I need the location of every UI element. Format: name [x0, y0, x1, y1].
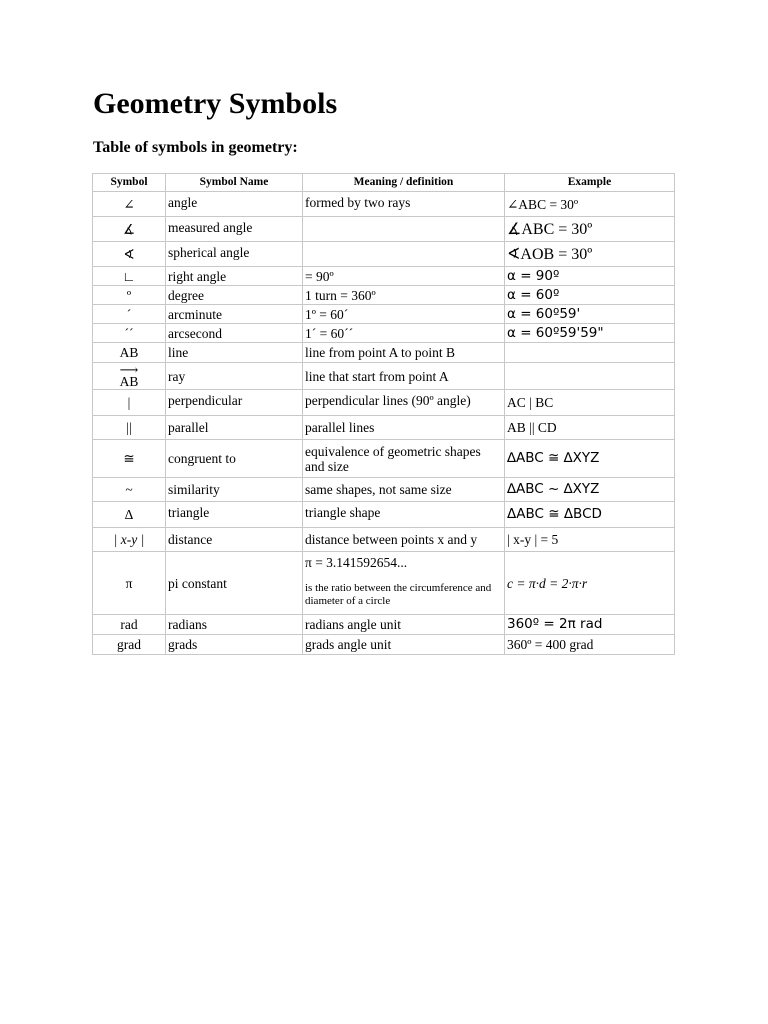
meaning-cell: 1 turn = 360º [303, 286, 505, 305]
meaning-cell [303, 242, 505, 267]
name-cell: pi constant [166, 552, 303, 615]
meaning-cell: triangle shape [303, 502, 505, 528]
meaning-cell: grads angle unit [303, 635, 505, 655]
symbol-cell: | [93, 390, 166, 416]
table-row [93, 635, 675, 655]
meaning-cell: equivalence of geometric shapes and size [303, 440, 505, 478]
table-row [93, 528, 675, 552]
table-header-row [93, 174, 675, 192]
table-row [93, 363, 675, 390]
table-row [93, 615, 675, 635]
header-symbol-name: Symbol Name [166, 174, 303, 192]
table-row [93, 502, 675, 528]
table-row [93, 242, 675, 267]
page-title: Geometry Symbols [93, 87, 338, 120]
symbol-cell: ´´ [93, 324, 166, 343]
pi-note: is the ratio between the circumference and diameter of a circle [305, 582, 492, 607]
symbol-cell: ∠ [93, 192, 166, 217]
meaning-cell: = 90º [303, 267, 505, 286]
meaning-cell: formed by two rays [303, 192, 505, 217]
symbol-cell: grad [93, 635, 166, 655]
meaning-cell: same shapes, not same size [303, 478, 505, 502]
name-cell: perpendicular [166, 390, 303, 416]
table-row [93, 267, 675, 286]
symbol-cell: ≅ [93, 440, 166, 478]
symbol-cell: Δ [93, 502, 166, 528]
meaning-cell [303, 217, 505, 242]
table-row [93, 343, 675, 363]
name-cell: radians [166, 615, 303, 635]
example-cell: 360º = 400 grad [505, 635, 675, 655]
example-cell: ∡ABC = 30º [505, 217, 675, 242]
symbol-cell [93, 363, 166, 390]
symbol-cell: π [93, 552, 166, 615]
table-row [93, 192, 675, 217]
meaning-cell: perpendicular lines (90º angle) [303, 390, 505, 416]
name-cell: triangle [166, 502, 303, 528]
example-cell: ∠ABC = 30º [505, 192, 675, 217]
table-row [93, 416, 675, 440]
meaning-cell: distance between points x and y [303, 528, 505, 552]
table-row [93, 305, 675, 324]
meaning-cell: parallel lines [303, 416, 505, 440]
example-cell: AC | BC [505, 390, 675, 416]
name-cell: spherical angle [166, 242, 303, 267]
example-cell: α = 60º [505, 286, 675, 305]
name-cell: parallel [166, 416, 303, 440]
meaning-cell: line that start from point A [303, 363, 505, 390]
table-row [93, 217, 675, 242]
example-cell: AB || CD [505, 416, 675, 440]
meaning-cell: radians angle unit [303, 615, 505, 635]
example-cell: c = π·d = 2·π·r [505, 552, 675, 615]
name-cell: congruent to [166, 440, 303, 478]
symbol-cell: AB [93, 343, 166, 363]
example-cell [505, 343, 675, 363]
meaning-cell [303, 552, 505, 615]
example-cell: ∆ABC ~ ∆XYZ [505, 478, 675, 502]
table-row [93, 440, 675, 478]
name-cell: right angle [166, 267, 303, 286]
pi-value: π = 3.141592654... [305, 555, 408, 570]
table-row [93, 324, 675, 343]
example-cell: ∢AOB = 30º [505, 242, 675, 267]
header-meaning: Meaning / definition [303, 174, 505, 192]
name-cell: measured angle [166, 217, 303, 242]
name-cell: line [166, 343, 303, 363]
meaning-cell: 1º = 60´ [303, 305, 505, 324]
symbol-cell: ∡ [93, 217, 166, 242]
name-cell: ray [166, 363, 303, 390]
table-caption: Table of symbols in geometry: [93, 139, 298, 156]
name-cell: grads [166, 635, 303, 655]
table-row [93, 552, 675, 615]
name-cell: distance [166, 528, 303, 552]
name-cell: arcminute [166, 305, 303, 324]
name-cell: similarity [166, 478, 303, 502]
example-cell [505, 363, 675, 390]
symbol-cell: º [93, 286, 166, 305]
symbol-cell: | x-y | [93, 528, 166, 552]
table-row [93, 478, 675, 502]
meaning-cell: 1´ = 60´´ [303, 324, 505, 343]
example-cell: ΔABC ≅ ΔBCD [505, 502, 675, 528]
example-cell: α = 60º59'59" [505, 324, 675, 343]
symbol-cell: ∟ [93, 267, 166, 286]
header-symbol: Symbol [93, 174, 166, 192]
ray-symbol [120, 364, 139, 388]
header-example: Example [505, 174, 675, 192]
symbol-cell: ∢ [93, 242, 166, 267]
example-cell: α = 60º59' [505, 305, 675, 324]
name-cell: degree [166, 286, 303, 305]
symbol-cell: ~ [93, 478, 166, 502]
example-cell: α = 90º [505, 267, 675, 286]
name-cell: angle [166, 192, 303, 217]
example-cell: | x-y | = 5 [505, 528, 675, 552]
table-row [93, 286, 675, 305]
example-cell: ∆ABC ≅ ∆XYZ [505, 440, 675, 478]
name-cell: arcsecond [166, 324, 303, 343]
symbol-cell: rad [93, 615, 166, 635]
example-cell: 360º = 2π rad [505, 615, 675, 635]
geometry-symbols-table [92, 173, 675, 655]
ray-label: AB [119, 373, 139, 389]
table-row [93, 390, 675, 416]
symbol-cell: ´ [93, 305, 166, 324]
right-arrow-icon: ⟶ [119, 362, 139, 377]
meaning-cell: line from point A to point B [303, 343, 505, 363]
symbol-cell: || [93, 416, 166, 440]
